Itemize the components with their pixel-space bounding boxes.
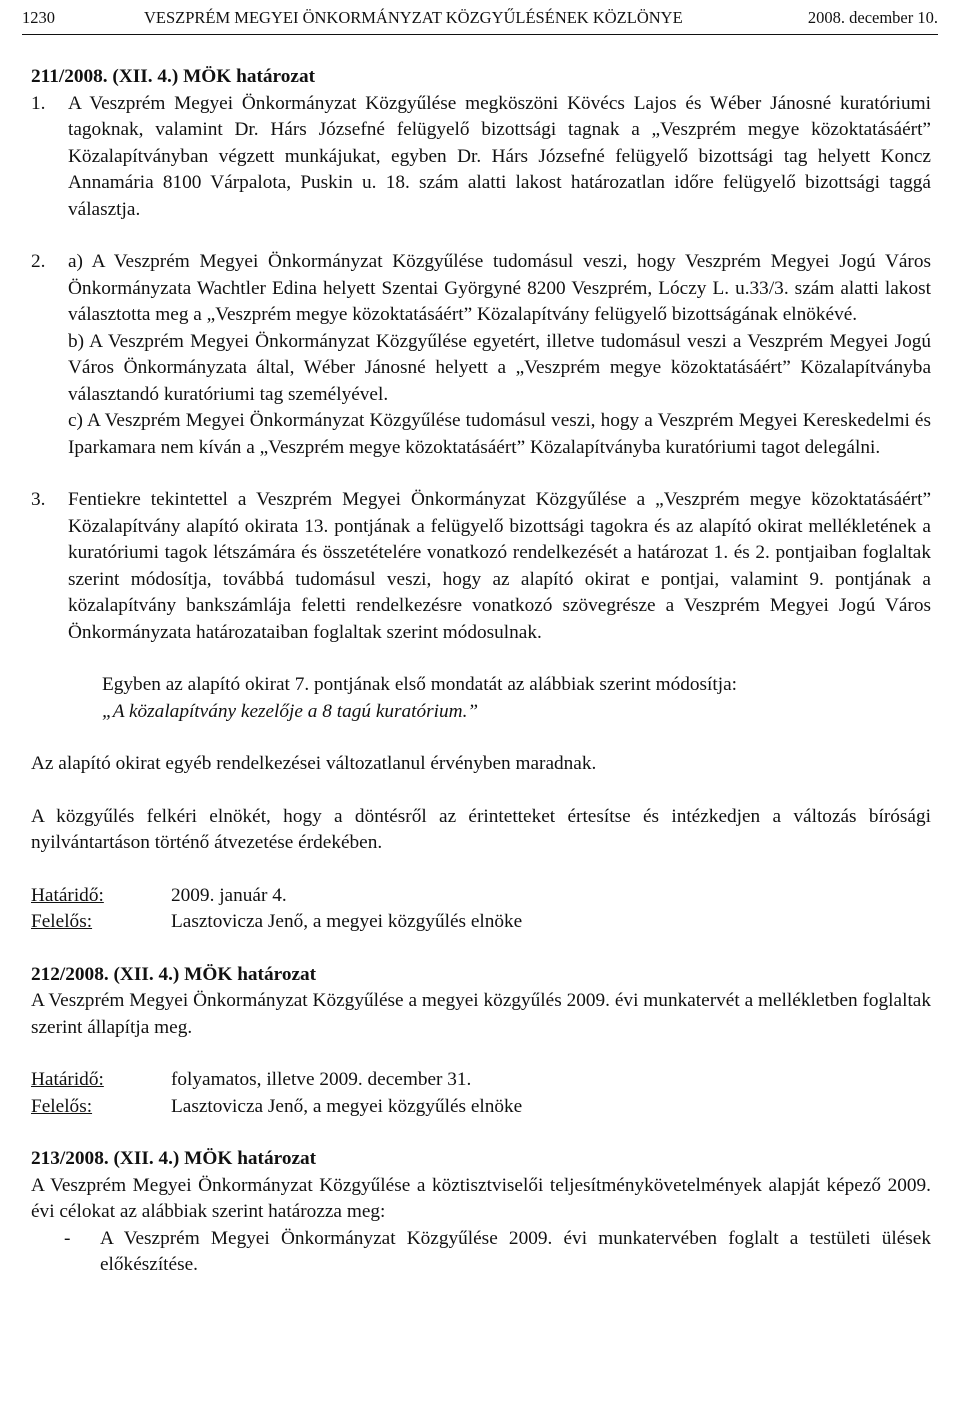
resolution-211-item-2	[31, 249, 931, 461]
responsible-value: Lasztovicza Jenő, a megyei közgyűlés elnöke	[171, 1095, 523, 1117]
resolution-212-responsible	[31, 1094, 931, 1121]
resolution-213-bullet	[31, 1226, 931, 1279]
resolution-212-deadline	[31, 1067, 931, 1094]
header-title: VESZPRÉM MEGYEI ÖNKORMÁNYZAT KÖZGYŰLÉSÉNEK KÖZLÖNYE	[144, 8, 683, 27]
responsible-label: Felelős:	[31, 1095, 93, 1117]
other-provisions-text: Az alapító okirat egyéb rendelkezései változatlanul érvényben maradnak.	[31, 753, 597, 774]
amendment-quote: „A közalapítvány kezelője a 8 tagú kuratórium.”	[102, 700, 479, 722]
resolution-213-text: A Veszprém Megyei Önkormányzat Közgyűlése a köztisztviselői teljesítménykövetelmények alapját képező 2009. évi célokat az alábbiak szerint határozza meg:	[31, 1174, 931, 1222]
item-number: 3.	[31, 489, 46, 510]
resolution-211-item-3	[31, 487, 931, 646]
item-2a-text: a) A Veszprém Megyei Önkormányzat Közgyűlése tudomásul veszi, hogy Veszprém Megyei Jogú Város Önkormányzata Wachtler Edina helyett Szentai Györgyné 8200 Veszprém, Lóczy L. u.33/3. szám alatti lakost választotta meg a „Veszprém megye közoktatásáért” Közalapítvány felügyelő bizottságának elnökévé.	[68, 251, 931, 325]
deadline-label: Határidő:	[31, 1069, 104, 1090]
bullet-text: A Veszprém Megyei Önkormányzat Közgyűlése 2009. évi munkatervében foglalt a testületi ülések előkészítése.	[100, 1227, 931, 1275]
responsible-value: Lasztovicza Jenő, a megyei közgyűlés elnöke	[171, 911, 523, 932]
resolution-211-responsible	[31, 909, 931, 936]
item-2b-text: b) A Veszprém Megyei Önkormányzat Közgyűlése egyetért, illetve tudomásul veszi a Veszprém Megyei Jogú Város Önkormányzata által, Wéber Jánosné helyett a „Veszprém megye közoktatásáért” Közalapítványba választandó kuratóriumi tag személyével.	[68, 330, 931, 405]
amendment-intro: Egyben az alapító okirat 7. pontjának első mondatát az alábbiak szerint módosítja:	[102, 674, 738, 695]
resolution-211-heading: 211/2008. (XII. 4.) MÖK határozat	[31, 66, 316, 87]
deadline-value: folyamatos, illetve 2009. december 31.	[171, 1069, 472, 1090]
deadline-value: 2009. január 4.	[171, 884, 287, 906]
item-text: A Veszprém Megyei Önkormányzat Közgyűlése megköszöni Kövécs Lajos és Wéber Jánosné kuratóriumi tagoknak, valamint Dr. Hárs Józsefné felügyelő bizottsági tagnak a „Veszprém megye közoktatásáért” Közalapítványban végzett munkájukat, egyben Dr. Hárs Józsefné felügyelő bizottsági tag helyett Koncz Annamária 8100 Várpalota, Puskin u. 18. szám alatti lakost határozatlan időre felügyelő bizottsági taggá választja.	[68, 92, 931, 220]
item-number: 2.	[31, 251, 46, 272]
request-text: A közgyűlés felkéri elnökét, hogy a döntésről az érintetteket értesítse és intézkedjen a változás bírósági nyilvántartáson történő átvezetése érdekében.	[31, 805, 931, 853]
header-divider	[22, 34, 938, 35]
page-header	[22, 4, 938, 32]
responsible-label: Felelős:	[31, 911, 93, 932]
document-body	[31, 64, 931, 1279]
resolution-212-heading: 212/2008. (XII. 4.) MÖK határozat	[31, 963, 317, 985]
amendment-block	[31, 672, 931, 725]
resolution-213-heading: 213/2008. (XII. 4.) MÖK határozat	[31, 1148, 317, 1169]
header-page-number: 1230	[22, 8, 55, 27]
bullet-dash: -	[64, 1227, 71, 1249]
item-2c-text: c) A Veszprém Megyei Önkormányzat Közgyűlése tudomásul veszi, hogy a Veszprém Megyei Kereskedelmi és Iparkamara nem kíván a „Veszprém megye közoktatásáért” Közalapítványba kuratóriumi tagot delegálni.	[68, 410, 931, 458]
item-text: Fentiekre tekintettel a Veszprém Megyei Önkormányzat Közgyűlése a „Veszprém megye közoktatásáért” Közalapítvány alapító okirata 13. pontjának a felügyelő bizottsági tagokra és az alapító okirat mellékletének a kuratóriumi tagok létszámára és összetételére vonatkozó rendelkezését a határozat 1. és 2. pontjaiban foglaltak szerint módosítja, továbbá tudomásul veszi, hogy az alapító okirat e pontjai, valamint 9. pontjának a közalapítvány bankszámlája feletti rendelkezésre vonatkozó szövegrésze a Veszprém Megyei Jogú Város Önkormányzata határozataiban foglaltak szerint módosulnak.	[68, 489, 931, 643]
resolution-212-text: A Veszprém Megyei Önkormányzat Közgyűlése a megyei közgyűlés 2009. évi munkatervét a mellékletben foglaltak szerint állapítja meg.	[31, 990, 931, 1038]
header-date: 2008. december 10.	[807, 8, 938, 27]
resolution-211-deadline	[31, 883, 931, 910]
resolution-211-item-1	[31, 91, 931, 224]
deadline-label: Határidő:	[31, 884, 104, 906]
item-number: 1.	[31, 92, 46, 114]
